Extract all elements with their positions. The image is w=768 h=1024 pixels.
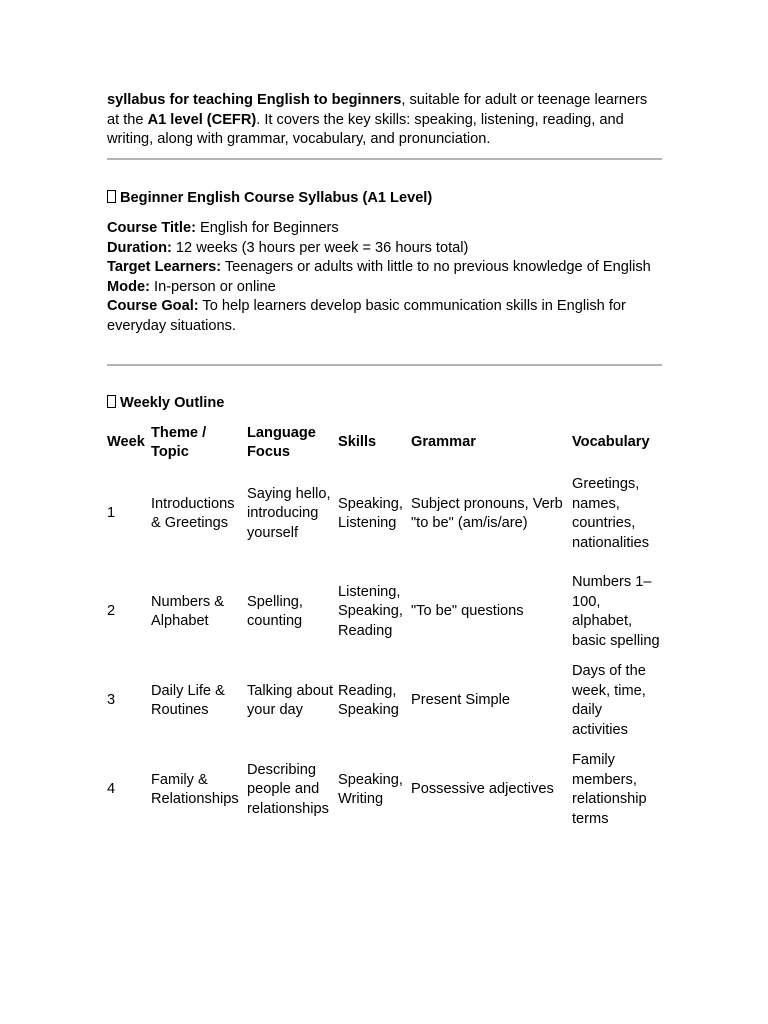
- field-value: To help learners develop basic communication skills in English for everyday situations.: [107, 298, 626, 334]
- cell-skills: Speaking, Writing: [338, 771, 403, 807]
- cell-theme: Family & Relationships: [151, 771, 239, 807]
- intro-paragraph: [107, 91, 663, 150]
- mode-line: [107, 278, 663, 298]
- cell-language-focus: Saying hello, introducing yourself: [247, 485, 331, 541]
- missing-glyph-icon: [107, 190, 116, 203]
- cell-grammar: Present Simple: [411, 692, 510, 709]
- course-title-line: [107, 219, 663, 239]
- table-row: [107, 740, 662, 840]
- cell-week: 4: [107, 781, 116, 798]
- intro-bold-level: A1 level (CEFR): [147, 111, 257, 128]
- header-language-focus: Language Focus: [247, 424, 316, 460]
- field-label: Target Learners:: [107, 259, 222, 275]
- cell-language-focus: Spelling, counting: [247, 593, 303, 629]
- cell-theme: Daily Life & Routines: [151, 682, 225, 718]
- weekly-outline-heading-text: Weekly Outline: [120, 395, 225, 411]
- cell-week: 2: [107, 603, 116, 620]
- cell-language-focus: Describing people and relationships: [247, 761, 329, 817]
- cell-skills: Listening, Speaking, Reading: [338, 583, 403, 639]
- cell-vocabulary: Numbers 1–100, alphabet, basic spelling: [572, 574, 660, 649]
- cell-week: 3: [107, 692, 116, 709]
- missing-glyph-icon: [107, 395, 116, 408]
- cell-skills: Speaking, Listening: [338, 495, 403, 531]
- cell-language-focus: Talking about your day: [247, 682, 334, 718]
- table-row: [107, 662, 662, 740]
- field-value: In-person or online: [149, 278, 276, 295]
- cell-grammar: Subject pronouns, Verb "to be" (am/is/are): [411, 495, 563, 531]
- cell-vocabulary: Greetings, names, countries, nationalities: [572, 476, 650, 551]
- cell-theme: Numbers & Alphabet: [151, 593, 224, 629]
- target-learners-line: [107, 258, 663, 278]
- cell-vocabulary: Family members, relationship terms: [572, 752, 647, 827]
- field-value: 12 weeks (3 hours per week = 36 hours total): [171, 239, 469, 256]
- cell-vocabulary: Days of the week, time, daily activities: [572, 663, 646, 738]
- cell-grammar: Possessive adjectives: [411, 781, 554, 798]
- cell-grammar: "To be" questions: [411, 603, 524, 620]
- intro-text-continued: . It covers the key skills: speaking, listening, reading, and writing, along with grammar, vocabulary, and pronunciation.: [107, 111, 624, 147]
- section-heading-weekly-outline: [107, 394, 663, 414]
- header-theme-topic: Theme / Topic: [151, 424, 207, 460]
- field-label: Mode:: [107, 278, 150, 295]
- header-grammar: Grammar: [411, 434, 476, 451]
- field-label: Course Goal:: [107, 298, 199, 314]
- field-value: Teenagers or adults with little to no previous knowledge of English: [221, 259, 651, 275]
- intro-text: , suitable for adult or teenage learners at the: [107, 92, 648, 128]
- field-value: English for Beginners: [195, 220, 339, 236]
- table-header-row: [107, 420, 662, 466]
- section-heading-syllabus: [107, 189, 663, 209]
- header-vocabulary: Vocabulary: [572, 434, 650, 451]
- table-row: [107, 466, 662, 562]
- cell-week: 1: [107, 505, 116, 522]
- duration-line: [107, 239, 663, 259]
- header-skills: Skills: [338, 434, 377, 451]
- syllabus-heading-text: Beginner English Course Syllabus (A1 Level): [120, 190, 433, 206]
- course-info: [107, 219, 663, 336]
- horizontal-rule: [107, 364, 662, 366]
- header-week: Week: [107, 434, 145, 451]
- cell-skills: Reading, Speaking: [338, 682, 399, 718]
- horizontal-rule: [107, 158, 662, 160]
- table-row: [107, 562, 662, 662]
- cell-theme: Introductions & Greetings: [151, 495, 235, 531]
- field-label: Duration:: [107, 239, 172, 256]
- weekly-outline-table: [107, 420, 662, 840]
- field-label: Course Title:: [107, 220, 196, 236]
- intro-bold-phrase: syllabus for teaching English to beginners: [107, 92, 402, 108]
- course-goal-line: [107, 297, 663, 336]
